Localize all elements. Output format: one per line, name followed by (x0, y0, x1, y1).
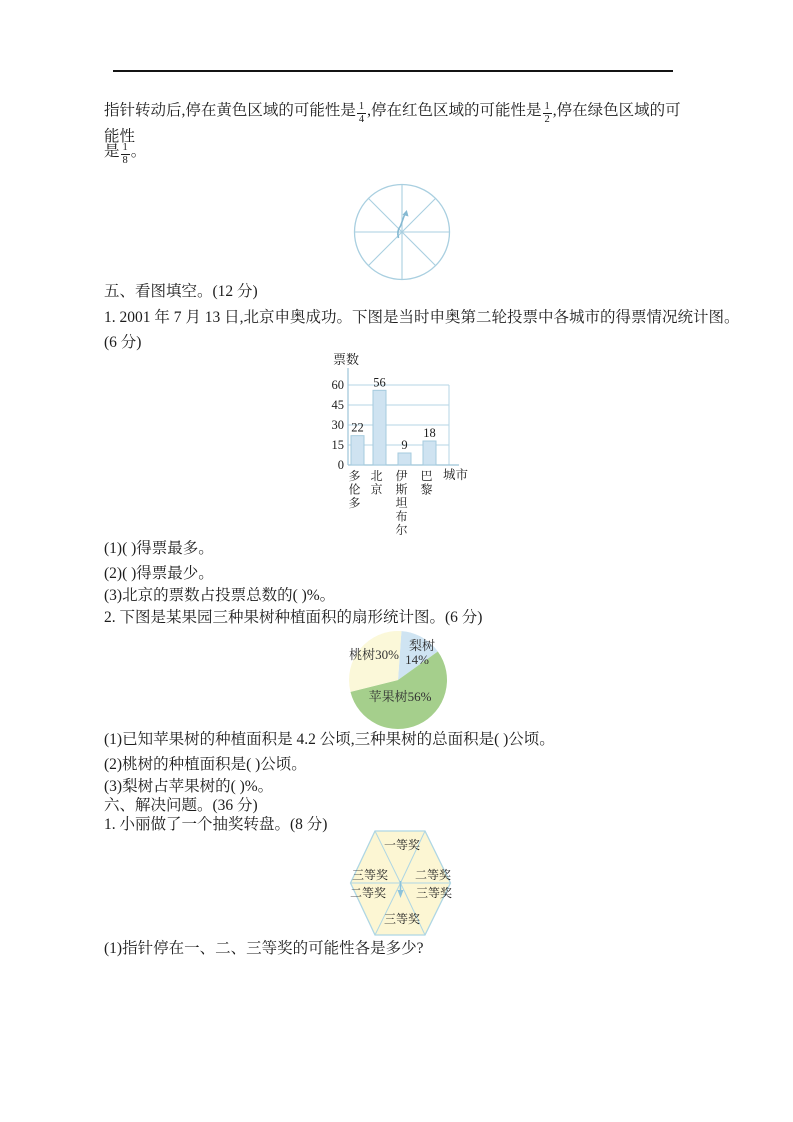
pie-chart (346, 628, 468, 736)
y-tick-label: 60 (331, 378, 344, 392)
intro-text-3: ,停在绿色区域的可能性 (104, 102, 681, 146)
x-axis-title: 城市 (443, 468, 469, 482)
bar-value-label: 56 (373, 375, 386, 390)
prize-label-upper-right: 二等奖 (414, 868, 452, 882)
prize-label-top: 一等奖 (383, 838, 421, 852)
fraction-one-eighth (121, 142, 130, 167)
question-1-sub-3: (3)北京的票数占投票总数的( )%。 (104, 587, 336, 604)
prize-label-bottom: 三等奖 (383, 912, 421, 926)
prize-label-lower-right: 三等奖 (415, 886, 453, 900)
section-six-heading: 六、解决问题。(36 分) (104, 797, 258, 814)
bar (351, 436, 364, 465)
fraction-denominator: 8 (122, 155, 128, 166)
intro-text-2: ,停在红色区域的可能性是 (367, 102, 542, 119)
bar-chart (315, 350, 493, 542)
prize-wheel-figure (349, 829, 455, 937)
question-2-sub-1: (1)已知苹果树的种植面积是 4.2 公顷,三种果树的总面积是( )公顷。 (104, 731, 555, 748)
prize-label-lower-left: 二等奖 (349, 886, 387, 900)
fraction-denominator: 2 (544, 114, 550, 125)
y-tick-label: 30 (331, 418, 344, 432)
section-six-q1-sub-1: (1)指针停在一、二、三等奖的可能性各是多少? (104, 940, 424, 957)
intro-text-5: 。 (130, 143, 147, 160)
pie-label: 桃树30% (349, 647, 399, 662)
fraction-numerator: 1 (357, 101, 366, 114)
fraction-numerator: 1 (543, 101, 552, 114)
intro-line-2 (104, 141, 689, 167)
bar-value-label: 9 (401, 438, 408, 452)
pie-label-pct: 14% (405, 652, 429, 667)
bar-value-label: 22 (351, 420, 364, 435)
fraction-numerator: 1 (121, 142, 130, 155)
fraction-denominator: 4 (358, 114, 365, 125)
prize-label-upper-left: 三等奖 (351, 868, 389, 882)
y-tick-label: 0 (337, 458, 344, 472)
x-category-label: 北京 (370, 469, 383, 497)
intro-line-1 (104, 100, 689, 147)
x-category-label: 巴黎 (420, 469, 433, 497)
fraction-one-fourth (357, 101, 366, 126)
y-axis-title: 票数 (333, 352, 360, 367)
question-1-text: 1. 2001 年 7 月 13 日,北京申奥成功。下图是当时申奥第二轮投票中各城市的得票情况统计图。 (104, 309, 740, 326)
question-1-sub-1: (1)( )得票最多。 (104, 540, 214, 557)
probability-wheel-figure (352, 182, 454, 284)
section-six-q1-text: 1. 小丽做了一个抽奖转盘。(8 分) (104, 816, 328, 833)
question-2-text: 2. 下图是某果园三种果树种植面积的扇形统计图。(6 分) (104, 609, 483, 626)
question-2-sub-3: (3)梨树占苹果树的( )%。 (104, 778, 274, 795)
pie-label: 梨树 (408, 638, 436, 653)
x-category-label: 多伦多 (348, 469, 361, 510)
y-tick-label: 45 (331, 398, 344, 412)
top-rule (113, 70, 673, 72)
bar (398, 453, 411, 465)
intro-text-1: 指针转动后,停在黄色区域的可能性是 (104, 102, 356, 119)
bar (373, 390, 386, 465)
question-2-sub-2: (2)桃树的种植面积是( )公顷。 (104, 756, 307, 773)
bar (423, 441, 436, 465)
section-five-heading: 五、看图填空。(12 分) (104, 283, 258, 300)
question-1-sub-2: (2)( )得票最少。 (104, 565, 214, 582)
question-1-points: (6 分) (104, 334, 142, 351)
intro-text-4: 是 (104, 143, 120, 160)
x-category-label: 伊斯坦布尔 (395, 469, 408, 537)
bar-value-label: 18 (423, 426, 436, 440)
fraction-one-half (543, 101, 552, 126)
y-tick-label: 15 (331, 438, 344, 452)
pie-label: 苹果树56% (368, 689, 432, 704)
